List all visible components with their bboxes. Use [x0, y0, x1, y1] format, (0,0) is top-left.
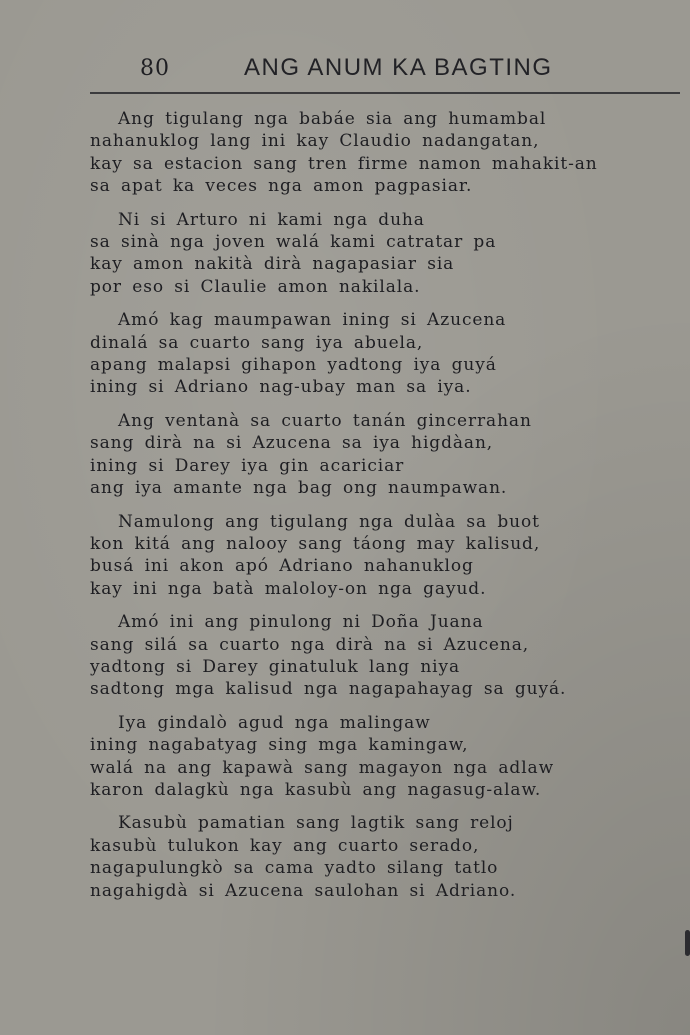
verse-line: nahanuklog lang ini kay Claudio nadangatan,: [90, 131, 540, 152]
verse-line: nagahigdà si Azucena saulohan si Adriano.: [90, 880, 517, 901]
verse-line: por eso si Claulie amon nakilala.: [90, 276, 421, 297]
verse-line: sang dirà na si Azucena sa iya higdàan,: [90, 433, 494, 454]
verse-line: Kasubù pamatian sang lagtik sang reloj: [118, 813, 514, 834]
verse-line: kay sa estacion sang tren firme namon mahakit-an: [90, 153, 598, 174]
verse-line: ang iya amante nga bag ong naumpawan.: [90, 478, 508, 499]
stanza: [90, 410, 670, 500]
header-rule: [90, 92, 680, 94]
verse-line: Iya gindalò agud nga malingaw: [118, 712, 431, 733]
stanza: [90, 511, 670, 601]
stanza: [90, 209, 670, 299]
verse-line: walá na ang kapawà sang magayon nga adlaw: [90, 757, 555, 778]
verse-line: Ni si Arturo ni kami nga duha: [118, 209, 425, 230]
stanza: [90, 712, 670, 802]
verse-line: Ang tigulang nga babáe sia ang humambal: [118, 109, 547, 129]
stanza: [90, 611, 670, 701]
verse-line: apang malapsi gihapon yadtong iya guyá: [90, 355, 497, 376]
verse-line: dinalá sa cuarto sang iya abuela,: [90, 332, 424, 353]
poem-body: [90, 108, 670, 913]
page-edge-mark: [685, 930, 690, 956]
stanza: [90, 309, 670, 399]
verse-line: kon kitá ang nalooy sang táong may kalisud,: [90, 533, 541, 554]
verse-line: ining si Darey iya gin acariciar: [90, 455, 405, 476]
verse-line: Amó kag maumpawan ining si Azucena: [118, 310, 507, 331]
running-title: ANG ANUM KA BAGTING: [244, 54, 553, 81]
stanza: [90, 108, 670, 198]
stanza: [90, 812, 670, 902]
verse-line: karon dalagkù nga kasubù ang nagasug-alaw.: [90, 779, 542, 800]
verse-line: kasubù tulukon kay ang cuarto serado,: [90, 835, 480, 856]
verse-line: sadtong mga kalisud nga nagapahayag sa guyá.: [90, 679, 567, 700]
verse-line: yadtong si Darey ginatuluk lang niya: [90, 656, 461, 677]
verse-line: sang silá sa cuarto nga dirà na si Azucena,: [90, 634, 530, 655]
verse-line: Ang ventanà sa cuarto tanán gincerrahan: [118, 410, 532, 431]
verse-line: kay ini nga batà maloloy-on nga gayud.: [90, 578, 487, 599]
verse-line: kay amon nakità dirà nagapasiar sia: [90, 254, 455, 275]
verse-line: Namulong ang tigulang nga dulàa sa buot: [118, 511, 540, 532]
page-number: 80: [140, 56, 170, 81]
page-header: [92, 50, 678, 90]
verse-line: nagapulungkò sa cama yadto silang tatlo: [90, 858, 499, 879]
verse-line: sa sinà nga joven walá kami catratar pa: [90, 232, 497, 253]
verse-line: busá ini akon apó Adriano nahanuklog: [90, 556, 474, 577]
verse-line: ining si Adriano nag-ubay man sa iya.: [90, 377, 472, 398]
verse-line: Amó ini ang pinulong ni Doña Juana: [118, 612, 484, 633]
verse-line: sa apat ka veces nga amon pagpasiar.: [90, 176, 473, 197]
verse-line: ining nagabatyag sing mga kamingaw,: [90, 735, 469, 756]
